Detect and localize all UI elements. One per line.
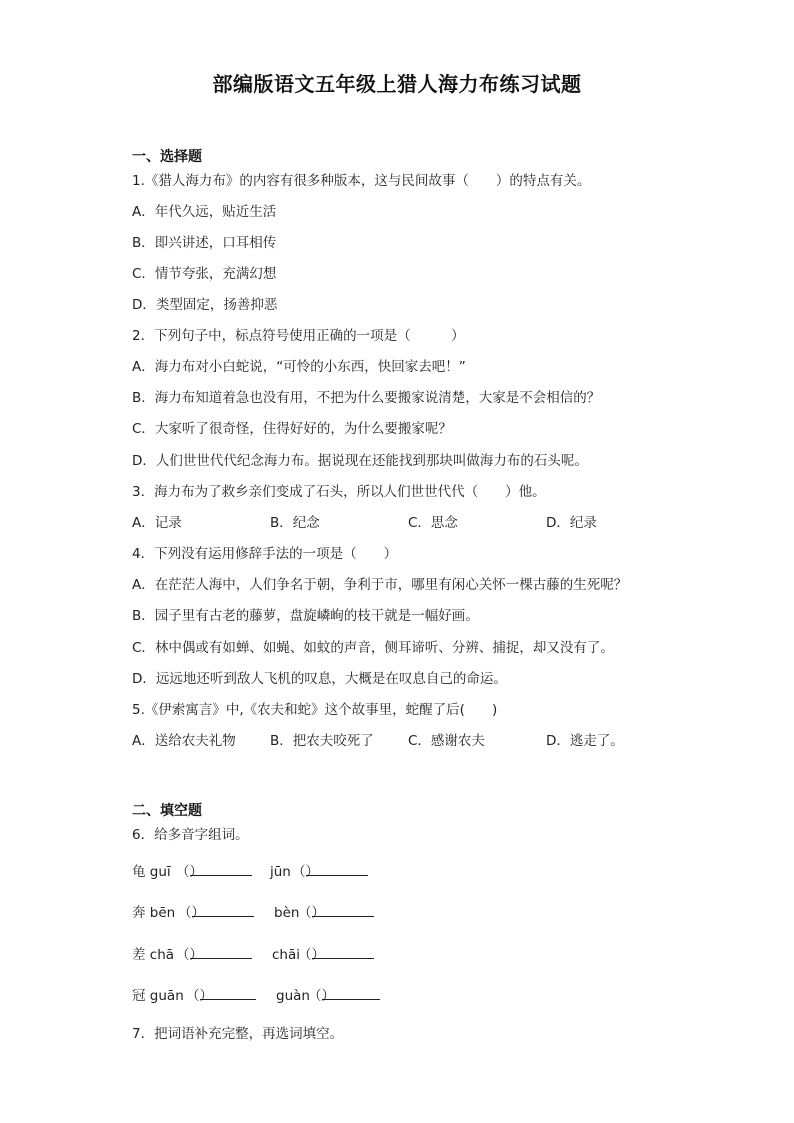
- question-3-option-d: D．纪录: [546, 515, 597, 531]
- answer-blank[interactable]: （ ）: [176, 946, 203, 964]
- question-1-option-d: D．类型固定，扬善抑恶: [132, 297, 278, 313]
- question-3-option-a: A．记录: [132, 515, 182, 531]
- polyphone-char: 冠 guān: [132, 988, 184, 1004]
- polyphone-char: 龟 guī: [132, 864, 171, 880]
- question-2-option-b: B．海力布知道着急也没有用，不把为什么要搬家说清楚，大家是不会相信的？: [132, 390, 601, 406]
- question-1-stem: 1.《猎人海力布》的内容有很多种版本，这与民间故事（ ）的特点有关。: [132, 173, 591, 189]
- question-3-option-c: C．思念: [408, 515, 458, 531]
- answer-blank[interactable]: （ ）: [292, 863, 319, 881]
- polyphone-pinyin: chāi: [272, 947, 301, 963]
- page-title: 部编版语文五年级上猎人海力布练习试题: [212, 72, 582, 96]
- polyphone-pinyin: jūn: [270, 864, 291, 880]
- question-1-option-b: B．即兴讲述，口耳相传: [132, 235, 277, 251]
- section-heading-fill: 二、填空题: [132, 803, 202, 819]
- section-heading-choice: 一、选择题: [132, 149, 202, 165]
- question-3-stem: 3．海力布为了救乡亲们变成了石头，所以人们世世代代（ ）他。: [132, 484, 546, 500]
- answer-blank[interactable]: （ ）: [298, 904, 325, 922]
- answer-blank[interactable]: （ ）: [186, 987, 213, 1005]
- question-5-option-d: D．逃走了。: [546, 733, 624, 749]
- question-4-option-d: D．远远地还听到敌人飞机的叹息，大概是在叹息自己的命运。: [132, 671, 507, 687]
- question-2-option-c: C．大家听了很奇怪，住得好好的，为什么要搬家呢？: [132, 421, 452, 437]
- question-6-stem: 6．给多音字组词。: [132, 827, 249, 843]
- polyphone-pinyin: guàn: [276, 988, 310, 1004]
- answer-blank[interactable]: （ ）: [176, 863, 203, 881]
- answer-blank[interactable]: （ ）: [298, 946, 325, 964]
- question-7-stem: 7．把词语补充完整，再选词填空。: [132, 1026, 344, 1042]
- question-5-option-a: A．送给农夫礼物: [132, 733, 236, 749]
- question-5-option-b: B．把农夫咬死了: [270, 733, 374, 749]
- answer-blank[interactable]: （ ）: [178, 904, 205, 922]
- question-2-stem: 2．下列句子中，标点符号使用正确的一项是（ ）: [132, 328, 465, 344]
- polyphone-char: 奔 bēn: [132, 905, 176, 921]
- question-1-option-c: C．情节夸张，充满幻想: [132, 266, 277, 282]
- answer-blank[interactable]: （ ）: [308, 987, 335, 1005]
- question-5-option-c: C．感谢农夫: [408, 733, 485, 749]
- question-4-option-a: A．在茫茫人海中，人们争名于朝，争利于市，哪里有闲心关怀一棵古藤的生死呢？: [132, 577, 628, 593]
- polyphone-char: 差 chā: [132, 947, 175, 963]
- question-5-stem: 5.《伊索寓言》中,《农夫和蛇》这个故事里，蛇醒了后( ): [132, 702, 498, 718]
- question-1-option-a: A．年代久远，贴近生活: [132, 204, 277, 220]
- question-4-option-c: C．林中偶或有如蝉、如蝇、如蚊的声音，侧耳谛听、分辨、捕捉，却又没有了。: [132, 640, 614, 656]
- question-2-option-d: D．人们世世代代纪念海力布。据说现在还能找到那块叫做海力布的石头呢。: [132, 453, 588, 469]
- question-4-option-b: B．园子里有古老的藤萝，盘旋嶙峋的枝干就是一幅好画。: [132, 608, 479, 624]
- question-2-option-a: A．海力布对小白蛇说，“可怜的小东西，快回家去吧！”: [132, 359, 466, 375]
- polyphone-pinyin: bèn: [274, 905, 300, 921]
- question-4-stem: 4．下列没有运用修辞手法的一项是（ ）: [132, 546, 398, 562]
- question-3-option-b: B．纪念: [270, 515, 320, 531]
